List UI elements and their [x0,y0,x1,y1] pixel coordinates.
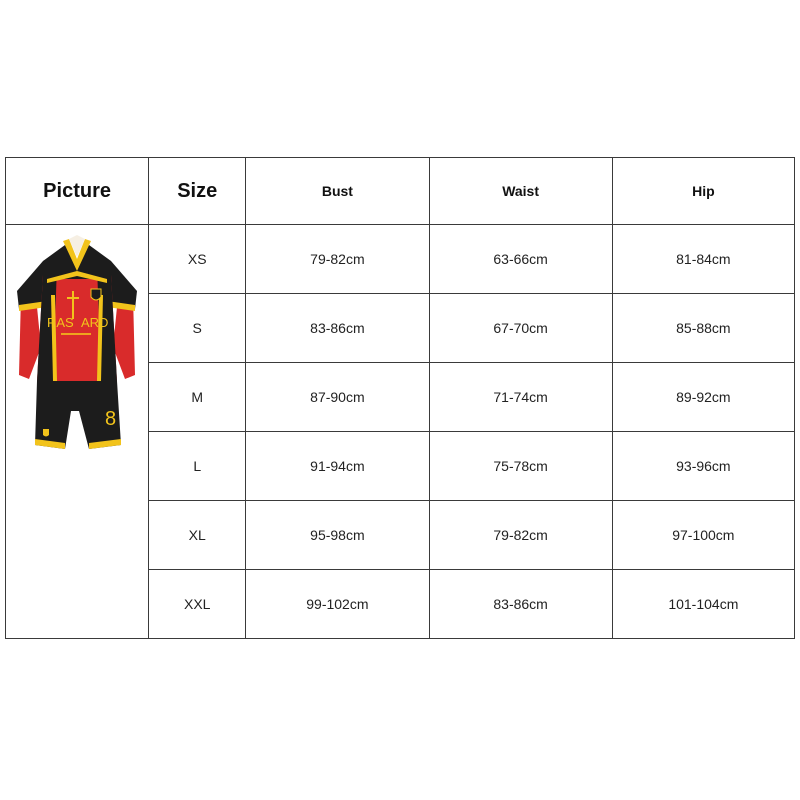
header-size: Size [149,158,246,225]
bust-cell: 99-102cm [246,570,429,639]
jersey-text-left: RAS [47,315,74,330]
hip-cell: 89-92cm [612,363,794,432]
size-cell: S [149,294,246,363]
jersey-costume-image [13,235,141,467]
bust-cell: 87-90cm [246,363,429,432]
hip-cell: 101-104cm [612,570,794,639]
bust-cell: 95-98cm [246,501,429,570]
waist-cell: 79-82cm [429,501,612,570]
hip-cell: 93-96cm [612,432,794,501]
header-bust: Bust [246,158,429,225]
size-cell: M [149,363,246,432]
waist-cell: 75-78cm [429,432,612,501]
hip-cell: 85-88cm [612,294,794,363]
bust-cell: 79-82cm [246,225,429,294]
waist-cell: 83-86cm [429,570,612,639]
waist-cell: 71-74cm [429,363,612,432]
product-picture-cell [6,225,149,639]
jersey-text-right: ARD [81,315,109,330]
size-cell: XXL [149,570,246,639]
size-chart-table [5,157,795,639]
header-row [6,158,795,225]
jersey-number: 8 [105,408,117,430]
bust-cell: 91-94cm [246,432,429,501]
header-hip: Hip [612,158,794,225]
bust-cell: 83-86cm [246,294,429,363]
size-cell: XS [149,225,246,294]
header-waist: Waist [429,158,612,225]
hip-cell: 81-84cm [612,225,794,294]
waist-cell: 67-70cm [429,294,612,363]
size-cell: L [149,432,246,501]
waist-cell: 63-66cm [429,225,612,294]
table-row [6,225,795,294]
hip-cell: 97-100cm [612,501,794,570]
size-cell: XL [149,501,246,570]
header-picture: Picture [6,158,149,225]
